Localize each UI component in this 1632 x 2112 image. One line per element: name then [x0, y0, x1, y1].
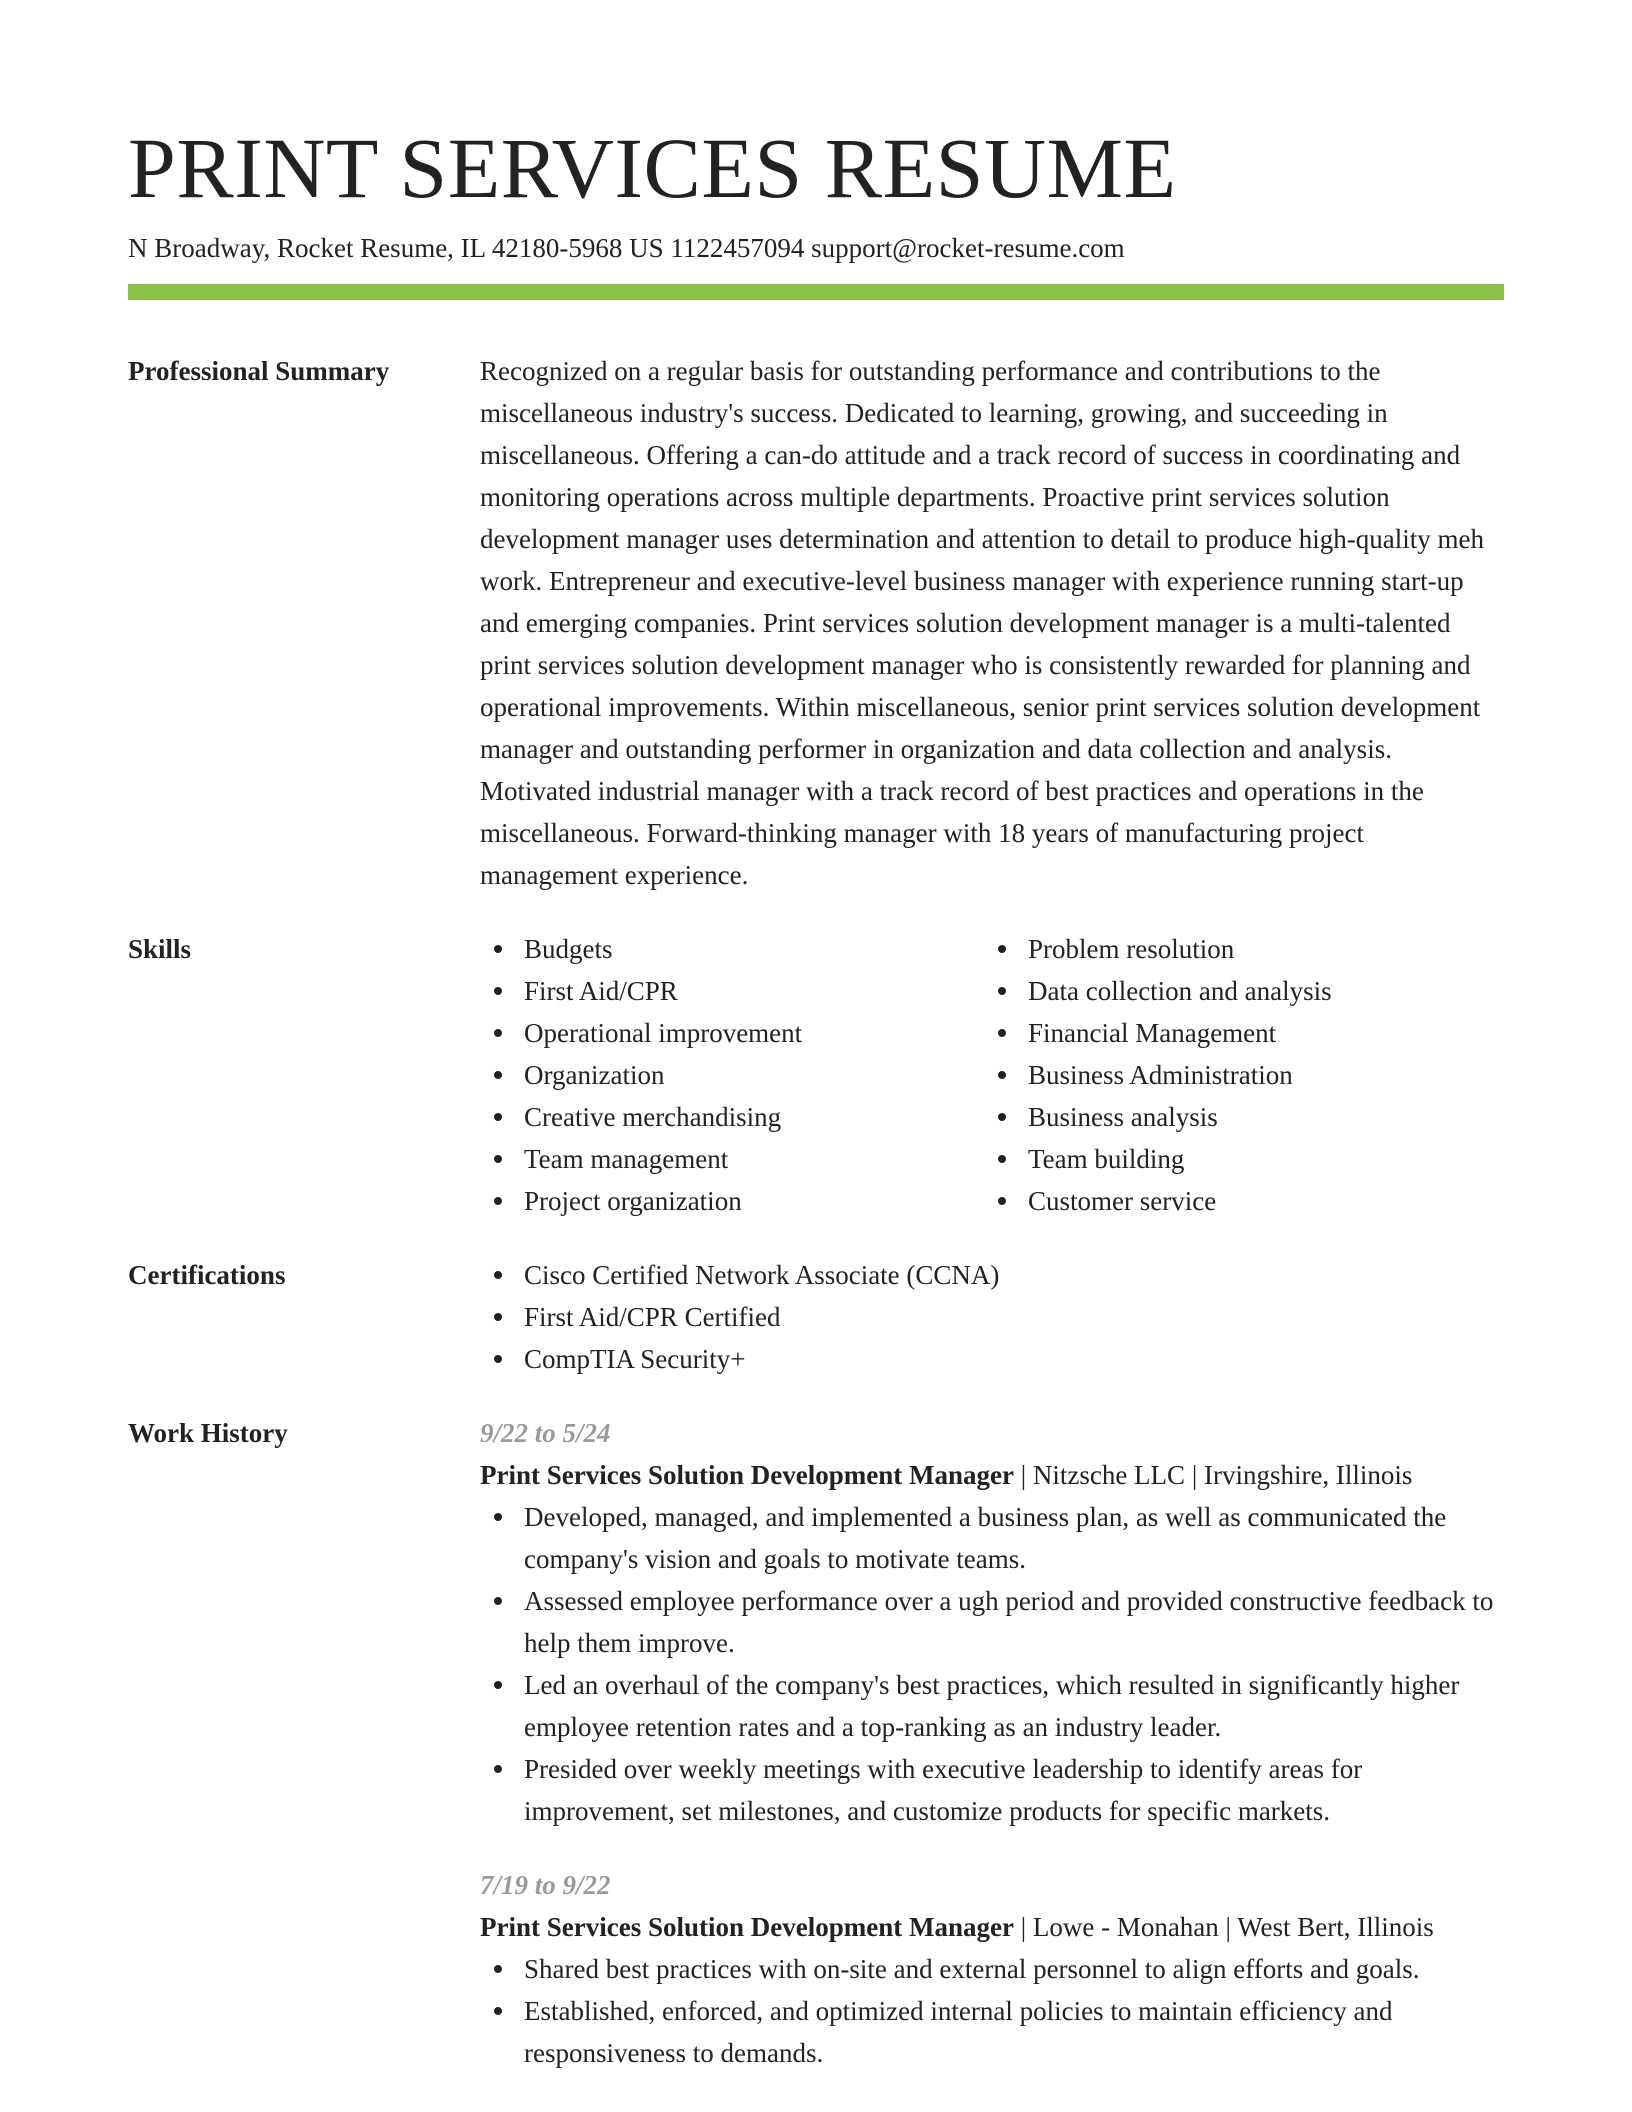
job-heading	[480, 1454, 1504, 1496]
skill-item: Creative merchandising	[480, 1096, 984, 1138]
skill-item: Team building	[984, 1138, 1488, 1180]
resume-page	[128, 118, 1504, 2074]
certification-item: Cisco Certified Network Associate (CCNA)	[480, 1254, 1504, 1296]
skills-right-column	[984, 928, 1488, 1222]
job-point: Developed, managed, and implemented a business plan, as well as communicated the company's vision and goals to motivate teams.	[480, 1496, 1504, 1580]
skill-item: Problem resolution	[984, 928, 1488, 970]
job-title: Print Services Solution Development Manager	[480, 1460, 1014, 1490]
skill-item: Budgets	[480, 928, 984, 970]
skill-item: Operational improvement	[480, 1012, 984, 1054]
job-dates: 7/19 to 9/22	[480, 1870, 611, 1900]
certification-item: CompTIA Security+	[480, 1338, 1504, 1380]
skills-left-column	[480, 928, 984, 1222]
job-point: Assessed employee performance over a ugh period and provided constructive feedback to help them improve.	[480, 1580, 1504, 1664]
skill-item: First Aid/CPR	[480, 970, 984, 1012]
summary-heading: Professional Summary	[128, 356, 390, 386]
job-points	[480, 1496, 1504, 1832]
job-separator: |	[1225, 1912, 1231, 1942]
job-entry	[480, 1864, 1504, 2074]
certifications-heading: Certifications	[128, 1260, 286, 1290]
job-location: West Bert, Illinois	[1237, 1912, 1434, 1942]
summary-section	[128, 350, 1504, 896]
job-heading	[480, 1906, 1504, 1948]
skill-item: Customer service	[984, 1180, 1488, 1222]
work-history-body	[480, 1412, 1504, 2074]
job-company: Lowe - Monahan	[1032, 1912, 1219, 1942]
job-separator: |	[1020, 1460, 1027, 1490]
work-history-section	[128, 1412, 1504, 2074]
job-points	[480, 1948, 1504, 2074]
skills-grid	[480, 928, 1504, 1222]
skill-item: Business Administration	[984, 1054, 1488, 1096]
job-title: Print Services Solution Development Manager	[480, 1912, 1014, 1942]
certifications-section	[128, 1254, 1504, 1380]
skill-item: Financial Management	[984, 1012, 1488, 1054]
skill-item: Organization	[480, 1054, 984, 1096]
skills-heading: Skills	[128, 934, 192, 964]
job-point: Established, enforced, and optimized internal policies to maintain efficiency and responsiveness to demands.	[480, 1990, 1504, 2074]
skills-section	[128, 928, 1504, 1222]
job-point: Shared best practices with on-site and external personnel to align efforts and goals.	[480, 1948, 1504, 1990]
job-dates: 9/22 to 5/24	[480, 1418, 611, 1448]
certifications-list	[480, 1254, 1504, 1380]
summary-text: Recognized on a regular basis for outstanding performance and contributions to the miscellaneous industry's success. Dedicated to learning, growing, and succeeding in miscellaneous. Offering a can-do attitude and a track record of success in coordinating and monitoring operations across multiple departments. Proactive print services solution development manager uses determination and attention to detail to produce high-quality meh work. Entrepreneur and executive-level business manager with experience running start-up and emerging companies. Print services solution development manager is a multi-talented print services solution development manager who is consistently rewarded for planning and operational improvements. Within miscellaneous, senior print services solution development manager and outstanding performer in organization and data collection and analysis. Motivated industrial manager with a track record of best practices and operations in the miscellaneous. Forward-thinking manager with 18 years of manufacturing project management experience.	[480, 356, 1484, 890]
skill-item: Business analysis	[984, 1096, 1488, 1138]
job-entry	[480, 1412, 1504, 1832]
certification-item: First Aid/CPR Certified	[480, 1296, 1504, 1338]
skill-item: Team management	[480, 1138, 984, 1180]
skill-item: Data collection and analysis	[984, 970, 1488, 1012]
skill-item: Project organization	[480, 1180, 984, 1222]
contact-line: N Broadway, Rocket Resume, IL 42180-5968 US 1122457094 support@rocket-resume.com	[128, 233, 1125, 263]
job-point: Led an overhaul of the company's best practices, which resulted in significantly higher employee retention rates and a top-ranking as an industry leader.	[480, 1664, 1504, 1748]
job-separator: |	[1020, 1912, 1027, 1942]
job-point: Presided over weekly meetings with executive leadership to identify areas for improvement, set milestones, and customize products for specific markets.	[480, 1748, 1504, 1832]
resume-title: PRINT SERVICES RESUME	[128, 120, 1177, 216]
job-separator: |	[1191, 1460, 1198, 1490]
job-company: Nitzsche LLC	[1032, 1460, 1186, 1490]
job-location: Irvingshire, Illinois	[1203, 1460, 1413, 1490]
header-divider	[128, 284, 1504, 300]
certifications-body	[480, 1254, 1504, 1380]
work-history-heading: Work History	[128, 1418, 288, 1448]
